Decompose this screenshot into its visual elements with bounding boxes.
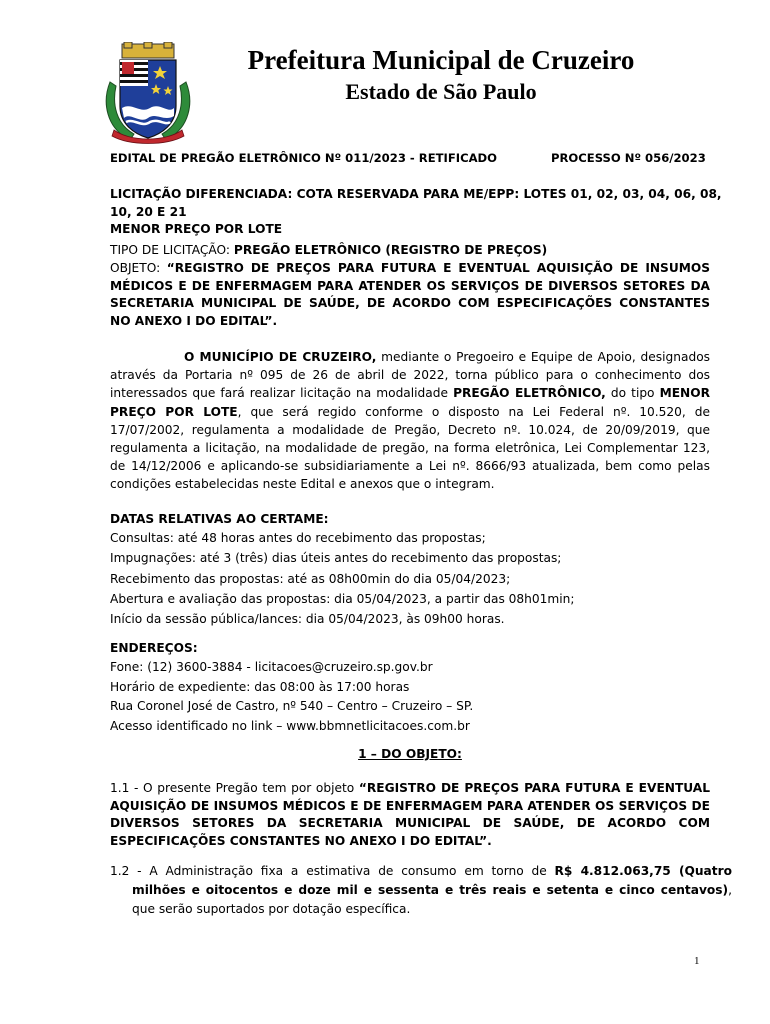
endereco-item: Fone: (12) 3600-3884 - licitacoes@cruzeiro.sp.gov.br	[110, 660, 433, 674]
edital-number: EDITAL DE PREGÃO ELETRÔNICO Nº 011/2023 - RETIFICADO	[110, 151, 498, 165]
objeto-paragraph	[110, 260, 710, 330]
paragraph-1-1-text: 1.1 - O presente Pregão tem por objeto	[110, 781, 359, 795]
paragraph-1-2-text-end: , que serão suportados por dotação específica.	[132, 883, 732, 916]
section-heading-objeto: 1 – DO OBJETO:	[358, 747, 462, 761]
datas-item: Início da sessão pública/lances: dia 05/04/2023, às 09h00 horas.	[110, 612, 505, 627]
enderecos-list	[110, 658, 710, 736]
paragraph-1-1	[110, 780, 710, 850]
preamble-municipio: O MUNICÍPIO DE CRUZEIRO,	[184, 350, 377, 364]
preamble-text-1: mediante o Pregoeiro e Equipe de Apoio, designados através da Portaria nº 095 de 26 de abril de 2022, torna público para o conhecimento dos interessados que fará realizar licitação na modalidade	[110, 350, 710, 401]
preamble-criterio: MENOR PREÇO POR LOTE	[110, 386, 710, 419]
datas-list	[110, 528, 710, 629]
datas-item: Recebimento das propostas: até as 08h00min do dia 05/04/2023;	[110, 571, 511, 586]
tipo-label: TIPO DE LICITAÇÃO:	[110, 243, 234, 257]
datas-item: Impugnações: até 3 (três) dias úteis antes do recebimento das propostas;	[110, 551, 562, 566]
paragraph-1-1-objeto: “REGISTRO DE PREÇOS PARA FUTURA E EVENTUAL AQUISIÇÃO DE INSUMOS MÉDICOS E DE ENFERMAGEM PARA ATENDER OS SERVIÇOS DE DIVERSOS SETORES DA SECRETARIA MUNICIPAL DE SAÚDE, DE ACORDO COM ESPECIFICAÇÕES CONSTANTES NO ANEXO I DO EDITAL”.	[110, 781, 710, 848]
preamble-text-2: do tipo	[605, 386, 660, 401]
endereco-item: Horário de expediente: das 08:00 às 17:00 horas	[110, 679, 410, 694]
preamble-paragraph	[110, 348, 710, 494]
datas-item: Abertura e avaliação das propostas: dia 05/04/2023, a partir das 08h01min;	[110, 591, 575, 606]
processo-number: PROCESSO Nº 056/2023	[551, 151, 706, 165]
enderecos-heading: ENDEREÇOS:	[110, 641, 198, 655]
paragraph-1-2-valor: R$ 4.812.063,75 (Quatro milhões e oitocentos e doze mil e sessenta e três reais e setenta e cinco centavos)	[132, 864, 732, 897]
preamble-modalidade: PREGÃO ELETRÔNICO,	[453, 386, 606, 401]
datas-item: Consultas: até 48 horas antes do recebimento das propostas;	[110, 531, 486, 545]
paragraph-1-2	[110, 862, 732, 919]
tipo-value: PREGÃO ELETRÔNICO (REGISTRO DE PREÇOS)	[233, 243, 548, 257]
licitacao-diferenciada-line-1: LICITAÇÃO DIFERENCIADA: COTA RESERVADA PARA ME/EPP: LOTES 01, 02, 03, 04, 06, 08,	[110, 187, 722, 201]
page-title: Prefeitura Municipal de Cruzeiro	[247, 45, 635, 75]
preamble-text-3: , que será regido conforme o disposto na Lei Federal nº. 10.520, de 17/07/2002, regulamenta a modalidade de Pregão, Decreto nº. 10.024, de 20/09/2019, que regulamenta a licitação, na modalidade de pregão, na forma eletrônica, Lei Complementar 123, de 14/12/2006 e aplicando-se subsidiariamente a Lei nº. 8666/93 atualizada, bem como pelas condições estabelecidas neste Edital e anexos que o integram.	[110, 404, 710, 492]
objeto-value: “REGISTRO DE PREÇOS PARA FUTURA E EVENTUAL AQUISIÇÃO DE INSUMOS MÉDICOS E DE ENFERMAGEM PARA ATENDER OS SERVIÇOS DE DIVERSOS SETORES DA SECRETARIA MUNICIPAL DE SAÚDE, DE ACORDO COM ESPECIFICAÇÕES CONSTANTES NO ANEXO I DO EDITAL”.	[110, 261, 710, 328]
paragraph-1-2-text: 1.2 - A Administração fixa a estimativa de consumo em torno de	[110, 864, 555, 878]
licitacao-diferenciada-line-2: 10, 20 E 21	[110, 205, 187, 219]
datas-heading: DATAS RELATIVAS AO CERTAME:	[110, 512, 329, 526]
endereco-item: Rua Coronel José de Castro, nº 540 – Centro – Cruzeiro – SP.	[110, 699, 474, 713]
page-number: 1	[694, 955, 700, 967]
criterio-julgamento: MENOR PREÇO POR LOTE	[110, 222, 283, 236]
page-subtitle: Estado de São Paulo	[345, 79, 537, 104]
tipo-licitacao	[110, 242, 547, 260]
objeto-label: OBJETO:	[110, 261, 167, 275]
endereco-item: Acesso identificado no link – www.bbmnetlicitacoes.com.br	[110, 718, 470, 733]
municipal-crest-icon	[100, 42, 196, 146]
